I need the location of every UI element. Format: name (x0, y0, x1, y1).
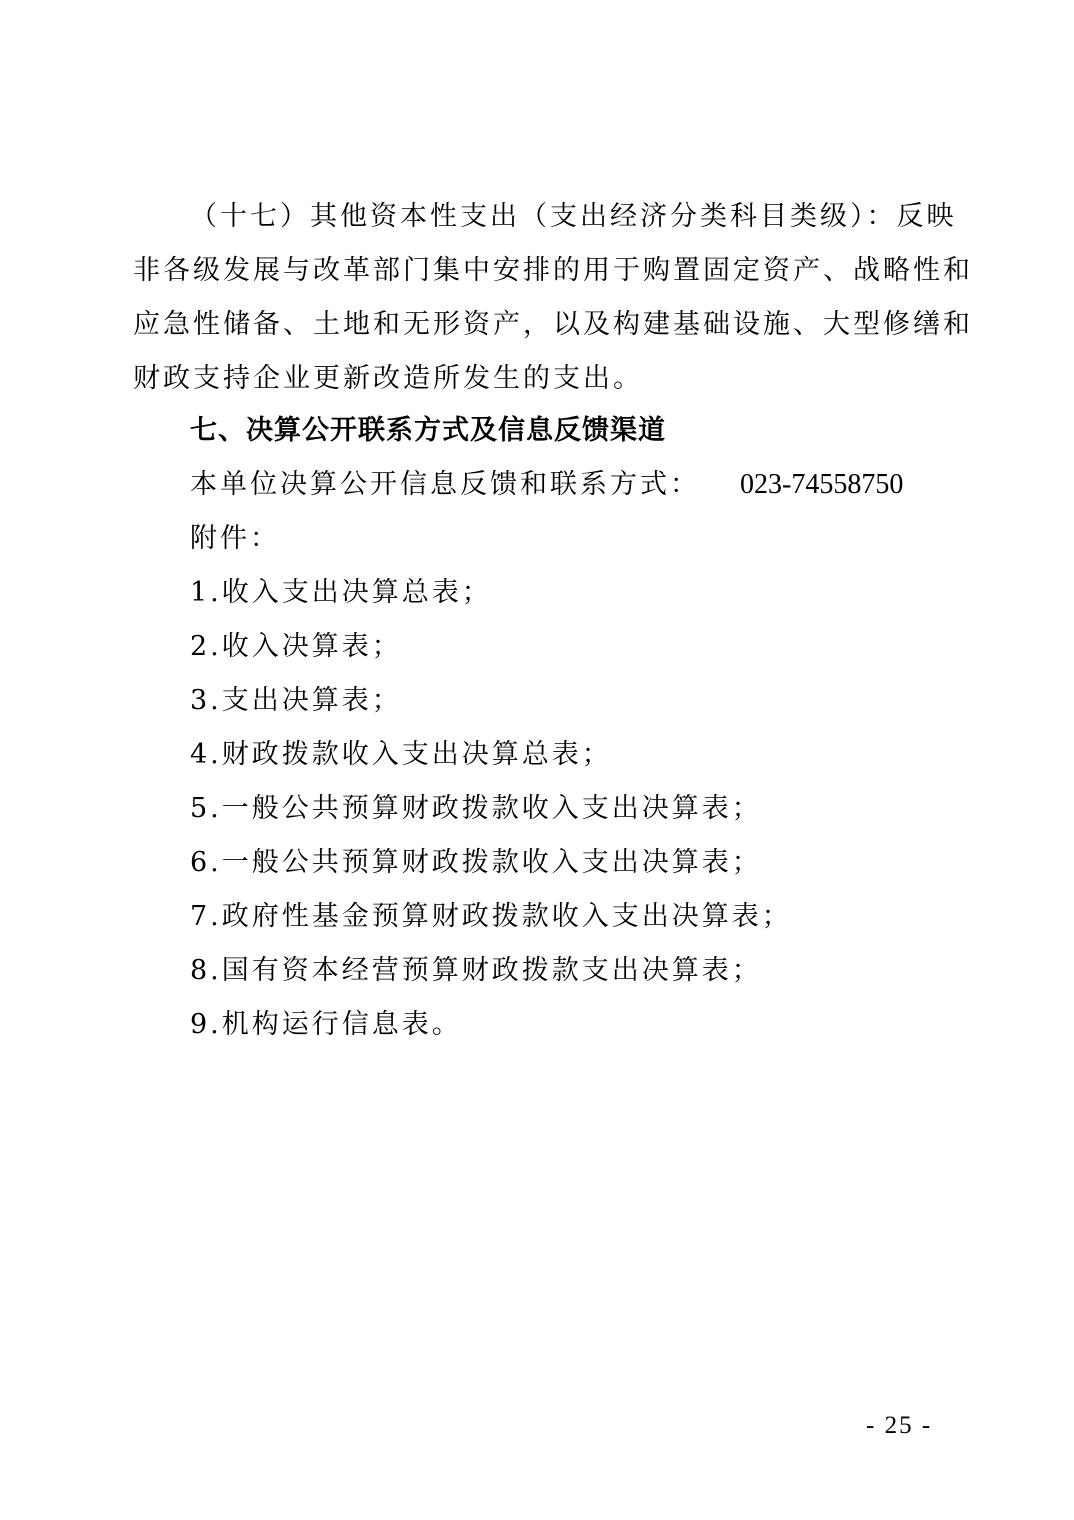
attachments-label: 附件： (190, 523, 280, 554)
contact-line (190, 462, 903, 501)
contact-label: 本单位决算公开信息反馈和联系方式： (190, 469, 700, 500)
attachment-item-6: 6.一般公共预算财政拨款收入支出决算表； (190, 847, 762, 878)
page-number: - 25 - (866, 1412, 933, 1439)
paragraph-line-2: 非各级发展与改革部门集中安排的用于购置固定资产、战略性和 (133, 255, 973, 286)
contact-phone: 023-74558750 (740, 469, 904, 500)
section-heading: 七、决算公开联系方式及信息反馈渠道 (190, 415, 666, 446)
paragraph-line-4: 财政支持企业更新改造所发生的支出。 (133, 363, 643, 394)
attachment-item-4: 4.财政拨款收入支出决算总表； (190, 739, 612, 770)
attachment-item-3: 3.支出决算表； (190, 685, 402, 716)
attachment-item-9: 9.机构运行信息表。 (190, 1009, 462, 1040)
paragraph-line-1: （十七）其他资本性支出（支出经济分类科目类级）：反映 (190, 201, 957, 232)
attachment-item-7: 7.政府性基金预算财政拨款收入支出决算表； (190, 901, 792, 932)
paragraph-line-3: 应急性储备、土地和无形资产，以及构建基础设施、大型修缮和 (133, 309, 973, 340)
attachment-item-5: 5.一般公共预算财政拨款收入支出决算表； (190, 793, 762, 824)
attachment-item-2: 2.收入决算表； (190, 631, 402, 662)
attachment-item-8: 8.国有资本经营预算财政拨款支出决算表； (190, 955, 762, 986)
attachment-item-1: 1.收入支出决算总表； (190, 577, 492, 608)
